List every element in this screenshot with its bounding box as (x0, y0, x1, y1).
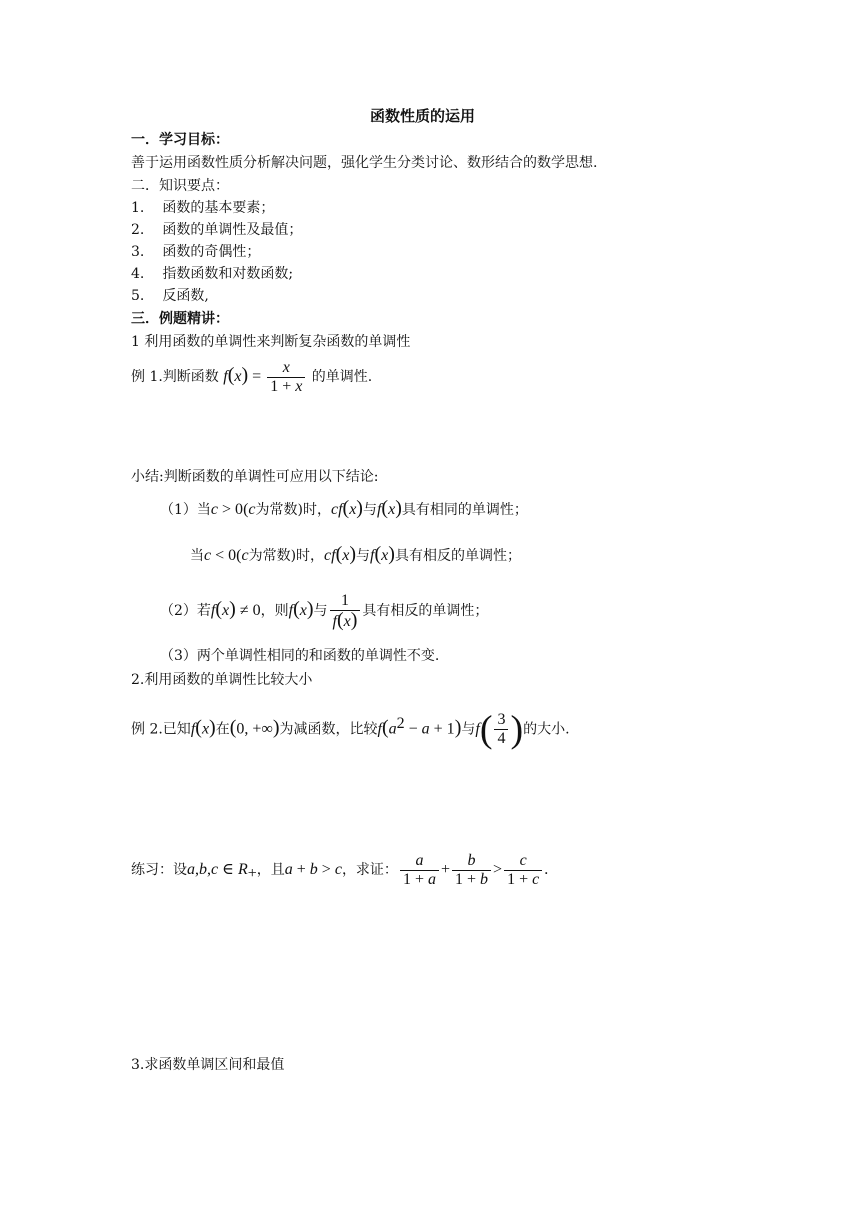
list-item: 3. 函数的奇偶性； (131, 244, 261, 260)
list-item: 1. 函数的基本要素； (131, 200, 275, 216)
rule-1b: 当c < 0(c为常数)时，cf(x)与f(x)具有相反的单调性； (190, 543, 521, 565)
list-item: 4. 指数函数和对数函数; (131, 266, 294, 282)
section-heading-examples: 三．例题精讲： (131, 311, 229, 327)
section-heading-points: 二．知识要点： (131, 178, 229, 194)
rule-1: （1）当c > 0(c为常数)时，cf(x)与f(x)具有相同的单调性； (160, 497, 528, 519)
topic-2-heading: 2.利用函数的单调性比较大小 (131, 672, 313, 688)
example-1: 例 1.判断函数 f(x) = $\frac{x}{1 + x}$ 的单调性. (131, 358, 373, 395)
rule-2: （2）若f(x) ≠ 0，则f(x)与 $\frac{1}{f(x)}$ 具有相反的单调性； (160, 591, 489, 631)
list-item: 2. 函数的单调性及最值； (131, 222, 303, 238)
formula: f(x) = $\frac{x}{1 + x}$ (223, 369, 307, 385)
example-2: 例 2.已知f(x)在(0, +∞)为减函数，比较$f(a^2 - a + 1)$与f( $\frac{3}{4}$ )的大小. (131, 708, 570, 751)
section-heading-goals: 一．学习目标： (131, 132, 229, 148)
rule-3: （3）两个单调性相同的和函数的单调性不变. (160, 648, 440, 664)
topic-1-heading: 1 利用函数的单调性来判断复杂函数的单调性 (131, 334, 411, 350)
practice-problem: 练习：设a,b,c ∈ $R_+$，且a + b > c，求证： $\frac{a}{1 + a}$ + $\frac{b}{1 + b}$ > $\frac{c}{1 + c}$ . (131, 851, 549, 888)
page-title: 函数性质的运用 (370, 107, 476, 125)
topic-3-heading: 3.求函数单调区间和最值 (131, 1057, 285, 1073)
list-item: 5. 反函数, (131, 288, 209, 304)
goal-text: 善于运用函数性质分析解决问题，强化学生分类讨论、数形结合的数学思想. (131, 155, 598, 171)
summary-text: 小结:判断函数的单调性可应用以下结论: (131, 469, 379, 485)
